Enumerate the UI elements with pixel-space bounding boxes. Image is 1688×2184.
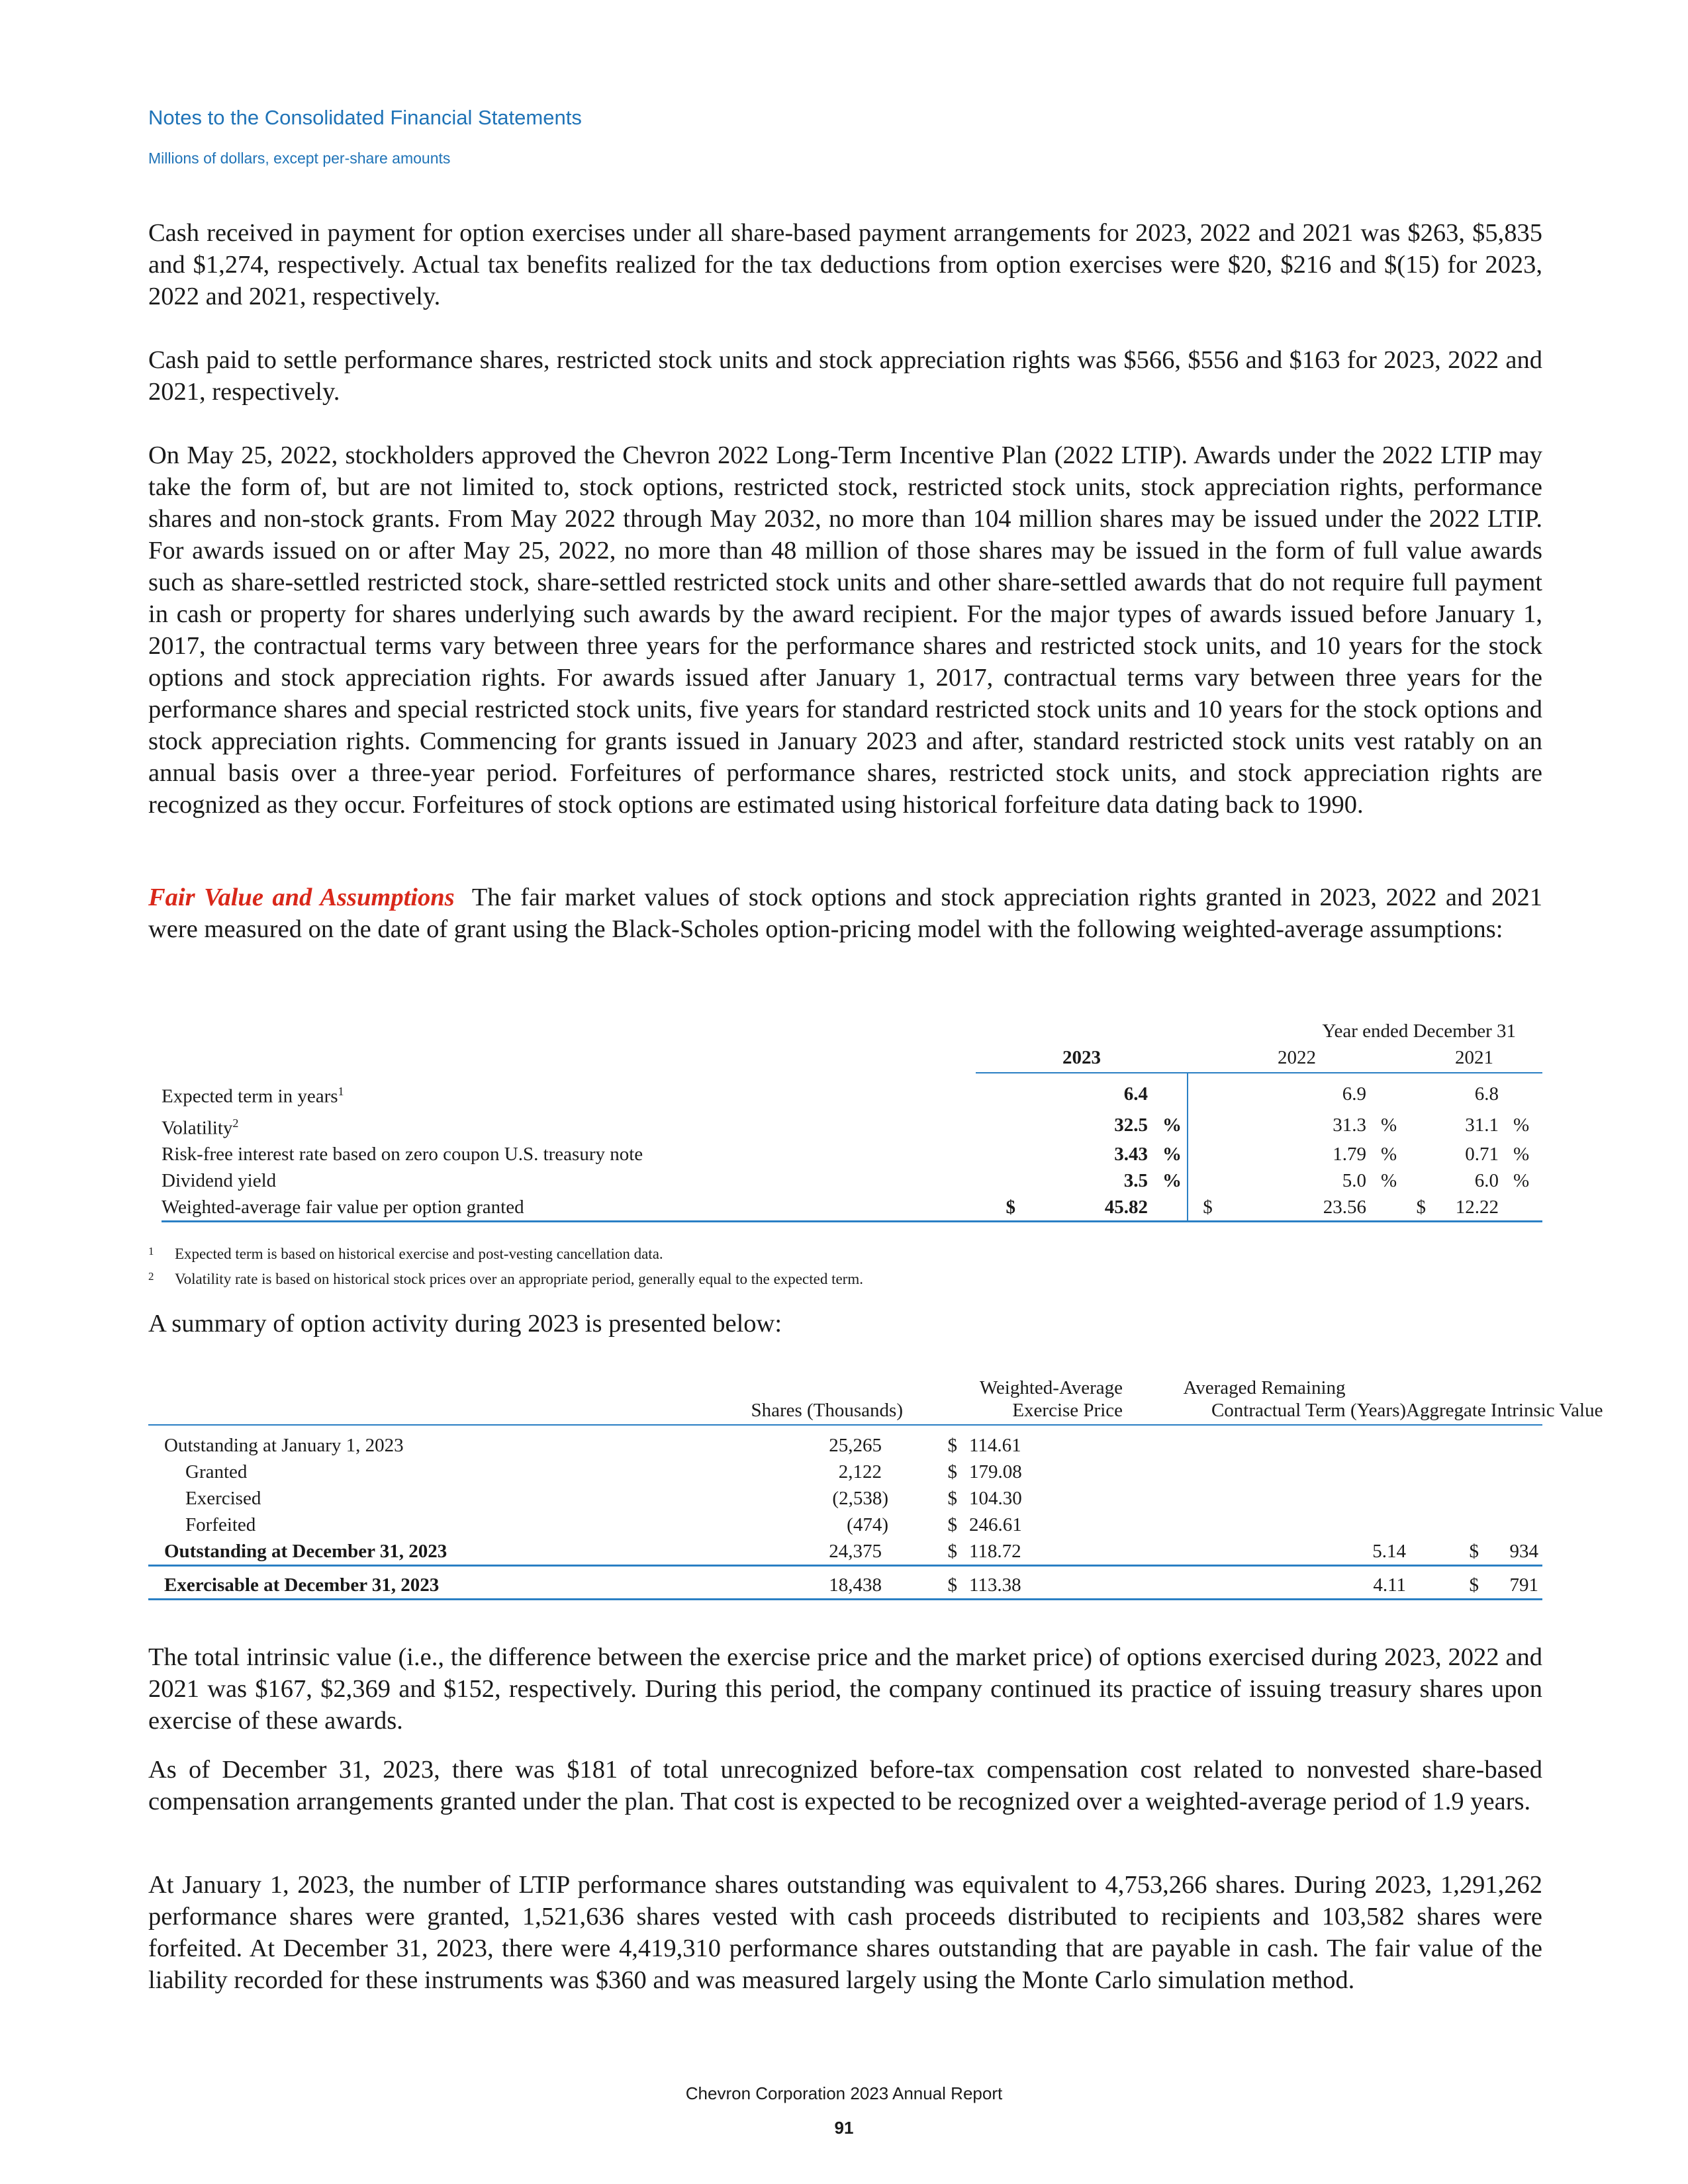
table-row: Forfeited (474) $ 246.61 — [185, 1514, 1022, 1535]
paragraph-cash-paid-settle: Cash paid to settle performance shares, restricted stock units and stock appreciation rights was $566, $556 and $163 for 2023, 2022 and 2021, respectively. — [148, 346, 1542, 406]
paragraph-option-exercise-cash: Cash received in payment for option exercises under all share-based payment arrangements for 2023, 2022 and 2021 was $263, $5,835 and $1,274, respectively. Actual tax benefits realized for the tax deductions from option exercises were $20, $216 and $(15) for 2023, 2022 and 2021, respectively. — [148, 219, 1542, 310]
option-activity-table — [148, 1377, 1603, 1600]
paragraph-unrecognized-cost: As of December 31, 2023, there was $181 of total unrecognized before-tax compensation cost related to nonvested share-based compensation arrangements granted under the plan. That cost is expected to be recognized over a weighted-average period of 1.9 years. — [148, 1756, 1542, 1815]
footnote: 1 Expected term is based on historical exercise and post-vesting cancellation data. — [148, 1245, 663, 1262]
row-label: Risk-free interest rate based on zero coupon U.S. treasury note — [162, 1144, 643, 1165]
table-row: Expected term in years$^1$ 6.4 6.9 6.8 — [162, 1073, 1542, 1110]
section-title-fair-value: Fair Value and Assumptions — [148, 884, 455, 911]
period-header: Year ended December 31 — [1322, 1021, 1516, 1042]
paragraph-intrinsic-value: The total intrinsic value (i.e., the difference between the exercise price and the market price) of options exercised during 2023, 2022 and 2021 was $167, $2,369 and $152, respectively. During this period, the company continued its practice of issuing treasury shares upon exercise of these awards. — [148, 1643, 1542, 1735]
row-label: Expected term in years$^1$ — [162, 1085, 344, 1107]
table-row: Volatility$^2$ 32.5 % 31.3 % 31.1 % — [162, 1110, 1542, 1142]
table-row: Exercisable at December 31, 2023 18,438 $ 113.38 4.11 $ 791 — [148, 1566, 1542, 1600]
table-row: Outstanding at December 31, 2023 24,375 $ 118.72 5.14 $ 934 — [148, 1538, 1542, 1566]
assumptions-table — [162, 1018, 1542, 1222]
paragraph-option-activity-intro: A summary of option activity during 2023 is presented below: — [148, 1310, 782, 1338]
table-row: Outstanding at January 1, 2023 25,265 $ 114.61 — [164, 1435, 1021, 1456]
header-exercise-price: Weighted-Average Exercise Price — [903, 1377, 1123, 1425]
col-header-2023: 2023 — [976, 1044, 1188, 1073]
footer-report-name: Chevron Corporation 2023 Annual Report — [685, 2083, 1003, 2103]
header-shares: Shares (Thousands) — [532, 1377, 903, 1425]
header-contractual-term: Averaged Remaining Contractual Term (Years) — [1123, 1377, 1406, 1425]
table-row: Weighted-average fair value per option granted $ 45.82 $ 23.56 $ 12.22 — [162, 1194, 1542, 1222]
paragraph-ltip-approval: On May 25, 2022, stockholders approved the Chevron 2022 Long-Term Incentive Plan (2022 LTIP). Awards under the 2022 LTIP may take the form of, but are not limited to, stock options, restricted stock, restricted stock units, stock appreciation rights, performance shares and non-stock grants. From May 2022 through May 2032, no more than 104 million shares may be issued under the 2022 LTIP. For awards issued on or after May 25, 2022, no more than 48 million of those shares may be issued in the form of full value awards such as share-settled restricted stock, share-settled restricted stock units and other share-settled awards that do not require full payment in cash or property for shares underlying such awards by the award recipient. For the major types of awards issued before January 1, 2017, the contractual terms vary between three years for the performance shares and restricted stock units, and 10 years for the stock options and stock appreciation rights. For awards issued after January 1, 2017, contractual terms vary between three years for the performance shares and special restricted stock units, five years for standard restricted stock units and 10 years for the stock options and stock appreciation rights. Commencing for grants issued in January 2023 and after, standard restricted stock units vest ratably on an annual basis over a three-year period. Forfeitures of performance shares, restricted stock units, and stock appreciation rights are recognized as they occur. Forfeitures of stock options are estimated using historical forfeiture data dating back to 1990. — [148, 441, 1542, 819]
row-label: Dividend yield — [162, 1170, 277, 1192]
table-row: Granted 2,122 $ 179.08 — [185, 1461, 1022, 1482]
col-header-2022: 2022 — [1188, 1044, 1406, 1073]
col-header-2021: 2021 — [1406, 1044, 1542, 1073]
row-label: Volatility$^2$ — [162, 1116, 239, 1139]
paragraph-fair-value-assumptions — [148, 882, 1542, 945]
table-row: Risk-free interest rate based on zero coupon U.S. treasury note 3.43 % 1.79 % 0.71 % — [162, 1141, 1542, 1167]
fair-value-text: The fair market values of stock options and stock appreciation rights granted in 2023, 2022 and 2021 were measured on the date of grant using the Black-Scholes option-pricing model with the following weighted-average assumptions: — [148, 884, 1542, 943]
page-number: 91 — [834, 2118, 854, 2138]
assumptions-footnotes — [148, 1242, 863, 1292]
row-label: Weighted-average fair value per option granted — [162, 1194, 976, 1222]
paragraph-performance-shares: At January 1, 2023, the number of LTIP performance shares outstanding was equivalent to 4,753,266 shares. During 2023, 1,291,262 performance shares were granted, 1,521,636 shares vested with cash proceeds distributed to recipients and 103,582 shares were forfeited. At December 31, 2023, there were 4,419,310 performance shares outstanding that are payable in cash. The fair value of the liability recorded for these instruments was $360 and was measured largely using the Monte Carlo simulation method. — [148, 1871, 1542, 1994]
page-header-subtitle: Millions of dollars, except per-share amounts — [148, 150, 451, 167]
page-header-title: Notes to the Consolidated Financial Statements — [148, 106, 582, 129]
table-row: Exercised (2,538) $ 104.30 — [185, 1488, 1022, 1509]
footnote: 2 Volatility rate is based on historical stock prices over an appropriate period, generally equal to the expected term. — [148, 1270, 863, 1287]
header-intrinsic-value: Aggregate Intrinsic Value — [1406, 1377, 1542, 1425]
table-row: Dividend yield 3.5 % 5.0 % 6.0 % — [162, 1167, 1542, 1194]
